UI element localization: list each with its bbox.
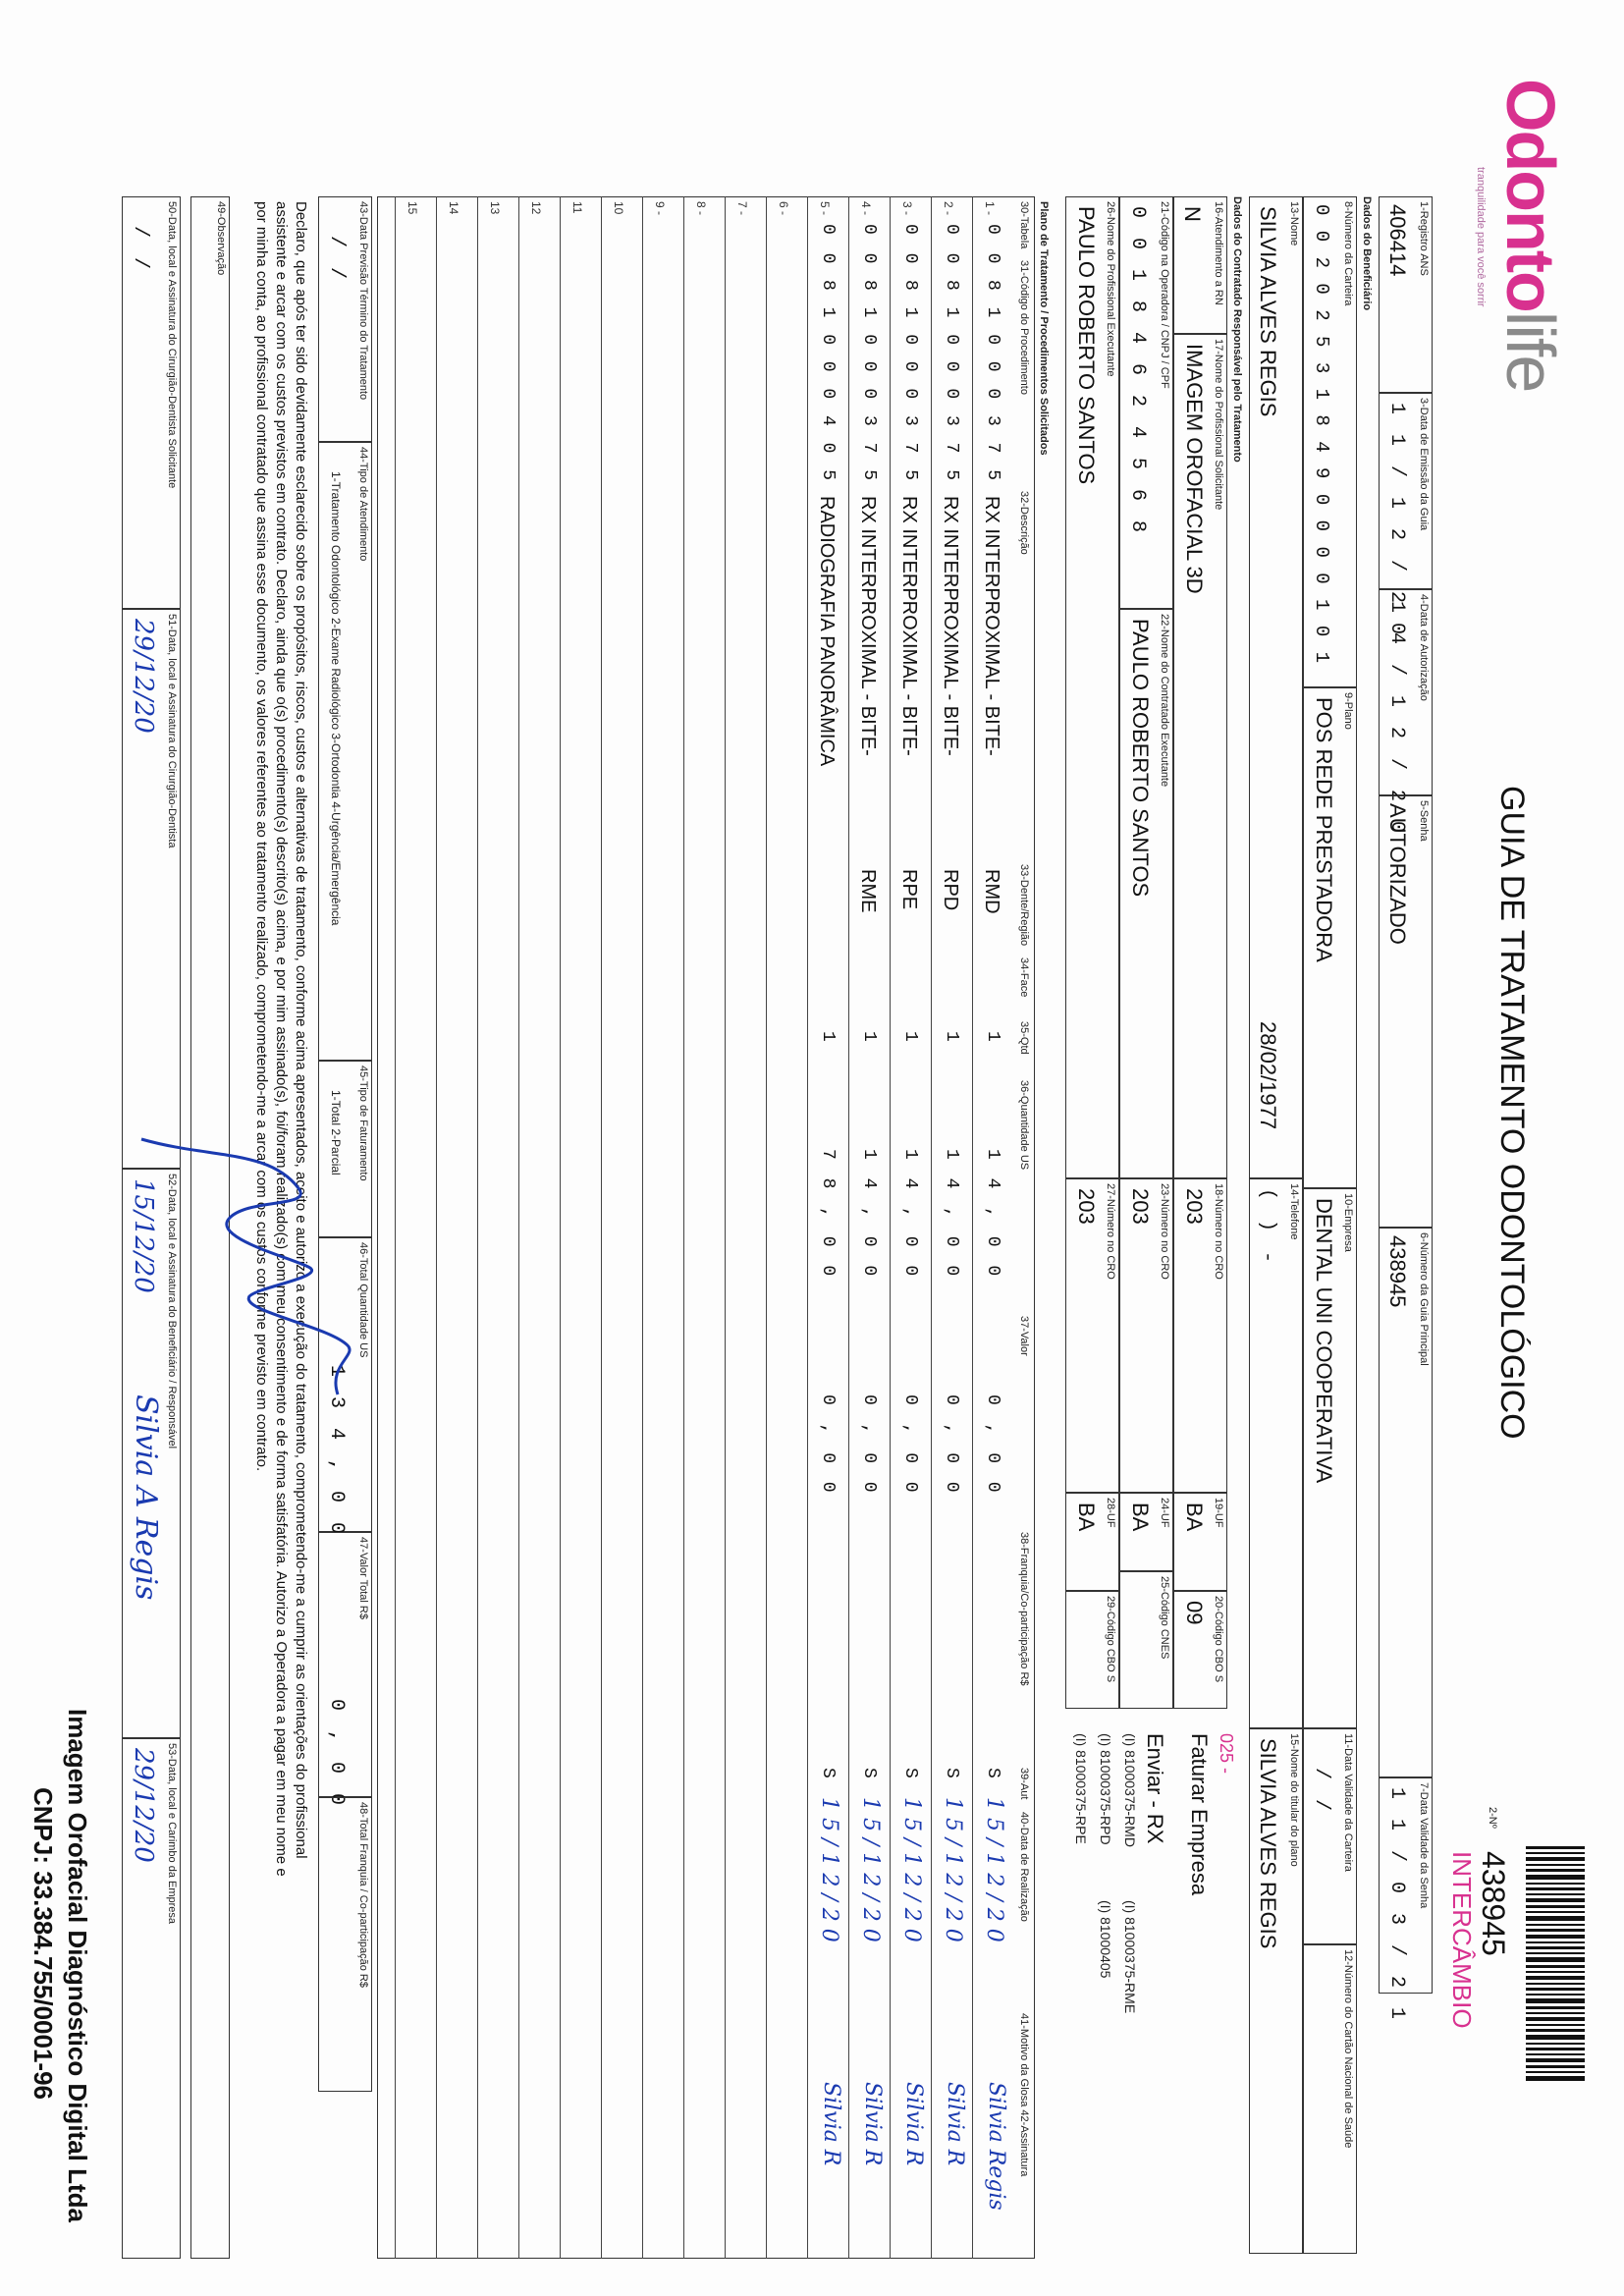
cro-27-value: 203 bbox=[1074, 1188, 1099, 1225]
row-us: 1 4 , 0 0 bbox=[983, 1149, 1002, 1281]
row-aut: S bbox=[900, 1768, 920, 1782]
treatment-form: Odontolife tranquilidade para você sorrir GUIA DE TRATAMENTO ODONTOLÓGICO 2-Nº 438945 INTERCÂMBIO 1-Registro ANS 406414 3-Data de Emissão da Guia 1 1 / 1 2 / 2 0 4-Data de Autorização 1 4 / 1 2 / 2 0 5-Senha AUTORIZADO 6-Número da Guia Principal 438945 7-Data Validade da Senha 1 1 / 0 3 / 2 1 Dados do Beneficiário 8-Número da Carteira 0 0 2 0 2 5 3 1 8 4 9 0 0 0 0 1 0 1 9-Plano POS REDE PRESTADORA 10-Empresa DENTAL UNI COOPERATIVA 11-Data Validade da Carteira / / 12-Número do Cartão Nacional de Saúde 13-Nome SILVIA ALVES REGIS 28/02/1977 14-Telefone ( ) - 15-Nome do titular do plano SILVIA ALVES REGIS Dados do Contratado Responsável pelo Tratamento 16-Atendimento a RN N 17-Nome do Profissional Solicitante IMAGEM OROFACIAL 3D 18-Número no CRO 203 19-UF BA 20-Código CBO S 09 21-Código na Operadora / CNPJ / CPF 0 0 1 8 4 6 2 4 5 6 8 22-Nome do Contratado Executante PAULO ROBERTO SANTOS 23-Número no CRO 203 24-UF BA 25-Código CNES 26-Nome do Profissional Executante PAULO ROBERTO SANTOS 27-Número no CRO 203 28-UF BA 29-Código CBO S 025 - Faturar Empresa Enviar - RX (I) 81000375-RMD (I) 81000375-RPD (I) 81000375-RPE (I) 81000375-RME (I) 81000405 Plano de Tratamento / Procedimentos Solicitados 30-Tabela 31-Código do Procedimento 32-Descrição 33-Dente/Região 34-Face 35-Qtd 36-Quantidade US 37-Valor 38-Franquia/Co-participação R$ 39-Aut 40-Data de Realização 41-Motivo da Glosa 42-Assinatura 1 - 0 0 8 1 0 0 0 3 7 5 RX INTERPROXIMAL - BITE- RMD 1 1 4 , 0 0 0 , 0 0 S 1 5 / 1 2 / 2 0 Silvia Regis 2 - 0 0 8 1 0 0 0 3 7 5 RX INTERPROXIMAL - BITE- RPD 1 1 4 , 0 0 0 , 0 0 S 1 5 / 1 2 / 2 0 Silvia R 3 - 0 0 8 1 0 0 0 3 7 5 RX INTERPROXIMAL - BITE- RPE 1 1 4 , 0 0 0 , 0 0 S 1 5 / 1 2 / 2 0 Silvia R 4 - 0 0 8 1 0 0 0 3 7 5 RX INTERPROXIMAL - BITE- RME 1 1 4 , 0 0 0 , 0 0 S 1 5 / 1 2 / 2 0 Silvia R 5 - 0 0 8 1 0 0 0 4 0 5 RADIOGRAFIA PANORÂMICA 1 7 8 , 0 0 0 , 0 0 S 1 5 / 1 2 / 2 0 Silvia R 6 - 7 - 8 - 9 - 10 11 12 13 14 15 43-Data Previsão Término do Tratamento / / 44-Tipo de Atendimento 1-Tratamento Odontológico 2-Exame Radiológico 3-Ortodontia 4-Urgência/Emergência 45-Tipo de Faturamento 1-Total 2-Parcial 46-Total Quantidade US 1 3 4 , 0 0 47-Valor Total R$ 0 , 0 0 48-Total Franquia / Co-participação R$ Declaro, que após ter sido devidamente esclarecido sobre os propósitos, riscos, custos e alternativas de tratamento, conforme acima apresentados, aceito e autorizo a execução do tratamento, comprometendo-me a cumprir as orientações do profissional assistente e arcar com os custos previstos em contrato. Declaro, ainda que o(s) procedimento(s) descrito(s) acima, e por mim assinado(s), foi/foram realizado(s) com meu consentimento e de forma satisfatória. Autorizo a Operadora a pagar em meu nome e por minha conta, ao profissional contratado que assina esse documento, os valores referentes ao tratamento realizado, comprometendo-me a arcar com os custos conforme previsto em contrato. 49-Observação 50-Data, local e Assinatura do Cirurgião-Dentista Solicitante / / 51-Data, local e Assinatura do Cirurgião-Dentista 29/12/20 52-Data, local e Assinatura do Beneficiário / Responsável 15/12/20 Silvia A Regis 53-Data, local e Carimbo da Empresa 29/12/20 Imagem Orofacial Diagnóstico Digital Ltda CNPJ: 33.384.755/0001-96 bbox=[0, 0, 1624, 2296]
row-us: 1 4 , 0 0 bbox=[900, 1149, 920, 1281]
row-tabela: 0 0 bbox=[818, 224, 838, 268]
table-row-line bbox=[725, 196, 726, 2259]
table-row-line bbox=[560, 196, 561, 2259]
guia-numero: 438945 bbox=[1476, 1851, 1511, 1956]
row-number: 13 bbox=[488, 201, 502, 215]
table-row-line bbox=[477, 196, 478, 2259]
profissional-executante-value: PAULO ROBERTO SANTOS bbox=[1074, 206, 1099, 485]
row-data-realizacao: 1 5 / 1 2 / 2 0 bbox=[858, 1797, 883, 1942]
row-data-realizacao: 1 5 / 1 2 / 2 0 bbox=[982, 1797, 1006, 1942]
row-number: 8 - bbox=[694, 201, 708, 216]
assinatura-50-value: / / bbox=[129, 226, 151, 274]
row-codigo: 8 1 0 0 0 4 0 5 bbox=[818, 280, 838, 484]
row-number: 2 - bbox=[942, 201, 955, 216]
registro-ans-value: 406414 bbox=[1385, 204, 1410, 277]
form-title: GUIA DE TRATAMENTO ODONTOLÓGICO bbox=[1493, 786, 1531, 1440]
row-valor: 0 , 0 0 bbox=[818, 1394, 838, 1497]
tipo-faturamento-opts: 1-Total 2-Parcial bbox=[329, 1090, 343, 1175]
col-header-qtd: 35-Qtd bbox=[1018, 1021, 1030, 1055]
row-number: 4 - bbox=[859, 201, 873, 216]
col-header-us: 36-Quantidade US bbox=[1018, 1080, 1030, 1171]
row-qtd: 1 bbox=[818, 1031, 838, 1046]
row-assinatura: Silvia R bbox=[819, 2082, 843, 2166]
row-data-realizacao: 1 5 / 1 2 / 2 0 bbox=[899, 1797, 924, 1942]
row-tabela: 0 0 bbox=[859, 224, 879, 268]
section-contratado: Dados do Contratado Responsável pelo Tratamento bbox=[1231, 196, 1243, 463]
guia-principal-value: 438945 bbox=[1385, 1235, 1410, 1308]
row-codigo: 8 1 0 0 0 3 7 5 bbox=[983, 280, 1002, 484]
company-cnpj: CNPJ: 33.384.755/0001-96 bbox=[28, 1787, 58, 2101]
row-number: 7 - bbox=[735, 201, 749, 216]
row-qtd: 1 bbox=[859, 1031, 879, 1046]
plan-table bbox=[377, 196, 1035, 2259]
total-us-value: 1 3 4 , 0 0 bbox=[325, 1365, 348, 1539]
atendimento-rn-value: N bbox=[1180, 206, 1205, 222]
row-valor: 0 , 0 0 bbox=[859, 1394, 879, 1497]
row-valor: 0 , 0 0 bbox=[942, 1394, 961, 1497]
row-codigo: 8 1 0 0 0 3 7 5 bbox=[942, 280, 961, 484]
table-row-line bbox=[683, 196, 684, 2259]
col-header-tabela: 30-Tabela bbox=[1018, 201, 1030, 249]
row-us: 7 8 , 0 0 bbox=[818, 1149, 838, 1281]
row-aut: S bbox=[942, 1768, 961, 1782]
contratado-executante-value: PAULO ROBERTO SANTOS bbox=[1128, 619, 1153, 898]
row-codigo: 8 1 0 0 0 3 7 5 bbox=[900, 280, 920, 484]
row-number: 10 bbox=[612, 201, 625, 215]
barcode bbox=[1526, 1846, 1585, 2141]
table-row-line bbox=[642, 196, 643, 2259]
cro-23-value: 203 bbox=[1128, 1188, 1153, 1225]
table-row-line bbox=[972, 196, 973, 2259]
plan-section-label: Plano de Tratamento / Procedimentos Solicitados bbox=[1038, 201, 1050, 456]
row-number: 3 - bbox=[900, 201, 914, 216]
uf-19-value: BA bbox=[1182, 1503, 1207, 1532]
data-autorizacao-value: 1 4 / 1 2 / 2 0 bbox=[1385, 601, 1408, 838]
declaracao-text: Declaro, que após ter sido devidamente esclarecido sobre os propósitos, riscos, custos e alternativas de tratamento, conforme acima apresentados, aceito e autorizo a execução do tratamento, comprometendo-me a cumprir as orientações do profissional assistente e arcar com os custos previstos em contrato. Declaro, ainda que o(s) procedimento(s) descrito(s) acima, e por mim assinado(s), foi/foram realizado(s) com meu consentimento e de forma satisfatória. Autorizo a Operadora a pagar em meu nome e por minha conta, ao profissional contratado que assina esse documento, os valores referentes ao tratamento realizado, comprometendo-me a arcar com os custos conforme previsto em contrato. bbox=[253, 201, 309, 1877]
col-header-codigo: 31-Código do Procedimento bbox=[1018, 260, 1030, 395]
row-number: 11 bbox=[570, 201, 584, 214]
col-header-franquia: 38-Franquia/Co-participação R$ bbox=[1018, 1532, 1030, 1686]
senha-value: AUTORIZADO bbox=[1385, 803, 1410, 945]
row-codigo: 8 1 0 0 0 3 7 5 bbox=[859, 280, 879, 484]
assinatura-53-value: 29/12/20 bbox=[129, 1748, 158, 1863]
row-number: 14 bbox=[447, 201, 460, 215]
row-valor: 0 , 0 0 bbox=[900, 1394, 920, 1497]
plano-value: POS REDE PRESTADORA bbox=[1312, 697, 1336, 962]
section-beneficiario: Dados do Beneficiário bbox=[1361, 196, 1373, 311]
row-number: 12 bbox=[529, 201, 543, 215]
col-header-descricao: 32-Descrição bbox=[1018, 491, 1030, 555]
row-data-realizacao: 1 5 / 1 2 / 2 0 bbox=[941, 1797, 965, 1942]
side-note-code-2: (I) 81000375-RPD bbox=[1098, 1733, 1113, 1845]
col-header-face: 34-Face bbox=[1018, 957, 1030, 998]
row-number: 6 - bbox=[777, 201, 790, 216]
row-number: 15 bbox=[406, 201, 419, 215]
empresa-value: DENTAL UNI COOPERATIVA bbox=[1312, 1198, 1336, 1484]
data-emissao-value: 1 1 / 1 2 / 2 0 bbox=[1385, 403, 1408, 639]
row-tabela: 0 0 bbox=[900, 224, 920, 268]
row-assinatura: Silvia Regis bbox=[984, 2082, 1008, 2211]
col-header-data: 40-Data de Realização bbox=[1018, 1812, 1030, 1922]
side-note-code: 025 - bbox=[1217, 1733, 1236, 1775]
tipo-atendimento-opts: 1-Tratamento Odontológico 2-Exame Radiológico 3-Ortodontia 4-Urgência/Emergência bbox=[329, 471, 343, 926]
numero-label: 2-Nº bbox=[1487, 1807, 1498, 1829]
row-data-realizacao: 1 5 / 1 2 / 2 0 bbox=[817, 1797, 841, 1942]
row-aut: S bbox=[818, 1768, 838, 1782]
data-nascimento-value: 28/02/1977 bbox=[1256, 1021, 1280, 1130]
cro-18-value: 203 bbox=[1182, 1188, 1207, 1225]
col-header-motivo: 41-Motivo da Glosa 42-Assinatura bbox=[1018, 2013, 1030, 2177]
row-descricao: RX INTERPROXIMAL - BITE- bbox=[981, 496, 1002, 756]
uf-24-value: BA bbox=[1128, 1503, 1153, 1532]
row-dente: RMD bbox=[981, 869, 1002, 914]
col-header-aut: 39-Aut bbox=[1018, 1768, 1030, 1800]
row-descricao: RX INTERPROXIMAL - BITE- bbox=[898, 496, 920, 756]
row-descricao: RADIOGRAFIA PANORÂMICA bbox=[816, 496, 838, 767]
row-number: 1 - bbox=[983, 201, 997, 216]
company-name: Imagem Orofacial Diagnóstico Digital Ltda bbox=[63, 1709, 92, 2222]
validade-carteira-value: / / bbox=[1310, 1768, 1332, 1816]
valor-total-value: 0 , 0 0 bbox=[325, 1699, 348, 1810]
row-number: 5 - bbox=[818, 201, 832, 216]
nome-value: SILVIA ALVES REGIS bbox=[1256, 206, 1280, 417]
row-assinatura: Silvia R bbox=[943, 2082, 967, 2166]
assinatura-52-value: 15/12/20 bbox=[129, 1178, 158, 1293]
intercambio-badge: INTERCÂMBIO bbox=[1447, 1851, 1477, 2029]
table-row-line bbox=[395, 196, 396, 2259]
table-row-line bbox=[766, 196, 767, 2259]
row-dente: RME bbox=[857, 869, 879, 913]
profissional-solicitante-value: IMAGEM OROFACIAL 3D bbox=[1182, 344, 1207, 594]
col-header-dente: 33-Dente/Região bbox=[1018, 864, 1030, 947]
cbo-20-value: 09 bbox=[1182, 1601, 1207, 1625]
side-note-code-5: (I) 81000405 bbox=[1098, 1900, 1113, 1979]
side-note-code-3: (I) 81000375-RPE bbox=[1073, 1733, 1089, 1844]
numero-carteira-value: 0 0 2 0 2 5 3 1 8 4 9 0 0 0 0 1 0 1 bbox=[1311, 204, 1332, 666]
uf-28-value: BA bbox=[1074, 1503, 1099, 1532]
assinatura-51-value: 29/12/20 bbox=[129, 619, 158, 734]
col-header-valor: 37-Valor bbox=[1018, 1316, 1030, 1356]
row-assinatura: Silvia R bbox=[860, 2082, 885, 2166]
side-note-code-1: (I) 81000375-RMD bbox=[1122, 1733, 1138, 1847]
side-note-faturar: Faturar Empresa bbox=[1187, 1733, 1212, 1896]
row-us: 1 4 , 0 0 bbox=[859, 1149, 879, 1281]
previsao-value: / / bbox=[325, 236, 348, 284]
table-row-line bbox=[890, 196, 891, 2259]
table-row-line bbox=[807, 196, 808, 2259]
row-us: 1 4 , 0 0 bbox=[942, 1149, 961, 1281]
codigo-operadora-value: 0 0 1 8 4 6 2 4 5 6 8 bbox=[1126, 206, 1149, 537]
dentist-signature bbox=[132, 1100, 387, 1434]
row-aut: S bbox=[859, 1768, 879, 1782]
odontolife-logo: Odontolife bbox=[1492, 79, 1569, 392]
side-note-code-4: (I) 81000375-RME bbox=[1122, 1900, 1138, 2014]
row-descricao: RX INTERPROXIMAL - BITE- bbox=[857, 496, 879, 756]
table-row-line bbox=[848, 196, 849, 2259]
row-descricao: RX INTERPROXIMAL - BITE- bbox=[940, 496, 961, 756]
row-dente: RPD bbox=[940, 869, 961, 911]
row-tabela: 0 0 bbox=[983, 224, 1002, 268]
side-note-enviar: Enviar - RX bbox=[1143, 1733, 1167, 1844]
table-row-line bbox=[436, 196, 437, 2259]
row-tabela: 0 0 bbox=[942, 224, 961, 268]
row-qtd: 1 bbox=[983, 1031, 1002, 1046]
telefone-value: ( ) - bbox=[1256, 1188, 1278, 1268]
table-row-line bbox=[518, 196, 519, 2259]
row-valor: 0 , 0 0 bbox=[983, 1394, 1002, 1497]
row-number: 9 - bbox=[653, 201, 667, 216]
logo-tagline: tranquilidade para você sorrir bbox=[1475, 167, 1487, 307]
assinatura-52-signature: Silvia A Regis bbox=[129, 1394, 163, 1601]
table-row-line bbox=[601, 196, 602, 2259]
table-row-line bbox=[931, 196, 932, 2259]
row-qtd: 1 bbox=[900, 1031, 920, 1046]
row-assinatura: Silvia R bbox=[901, 2082, 926, 2166]
row-qtd: 1 bbox=[942, 1031, 961, 1046]
validade-senha-value: 1 1 / 0 3 / 2 1 bbox=[1385, 1787, 1408, 2024]
nome-titular-value: SILVIA ALVES REGIS bbox=[1256, 1738, 1280, 1949]
row-dente: RPE bbox=[898, 869, 920, 910]
row-aut: S bbox=[983, 1768, 1002, 1782]
